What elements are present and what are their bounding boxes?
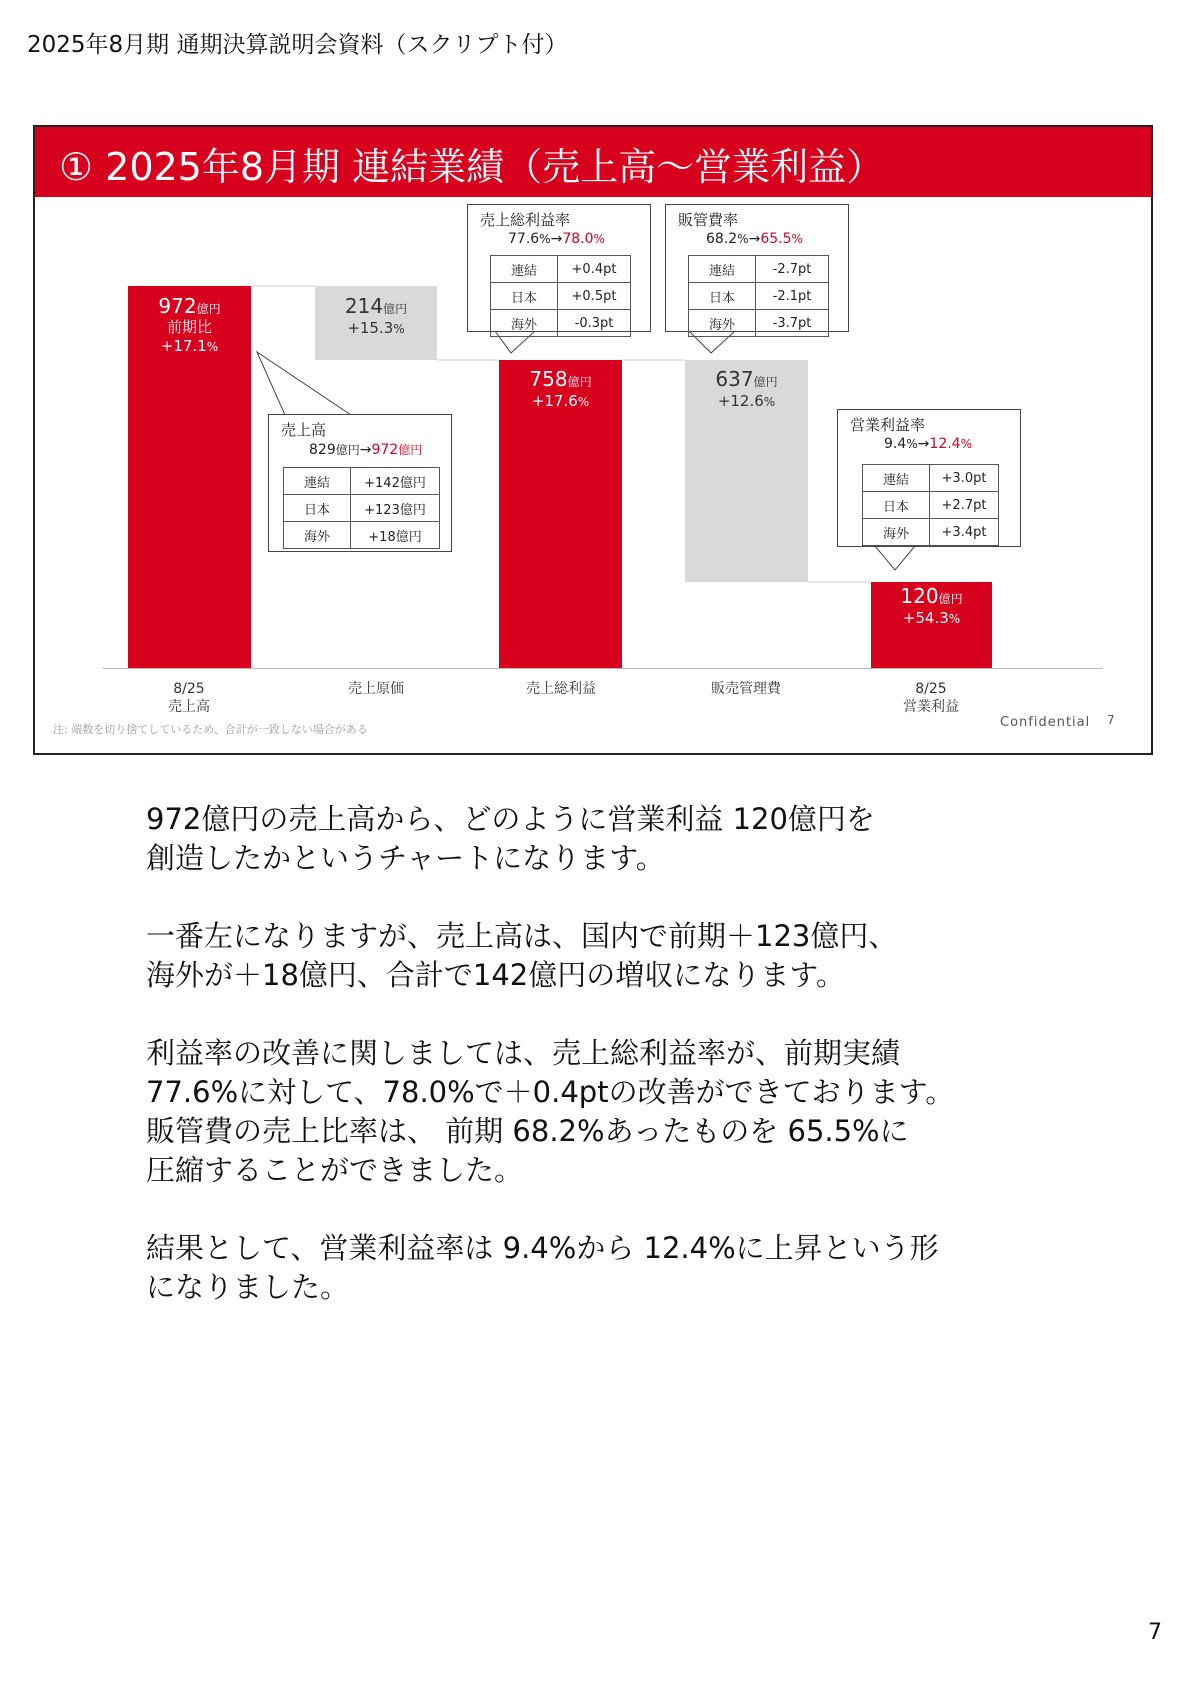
table-row [491, 256, 631, 283]
op-sub-unit: % [948, 612, 961, 626]
sales-sub2: +17.1 [160, 337, 207, 355]
sales-sub1: 前期比 [166, 318, 212, 336]
callout-sales-change [309, 441, 422, 458]
category-gross: 売上総利益 [526, 681, 596, 697]
table-row [863, 465, 999, 492]
slide-number: 7 [1107, 713, 1115, 727]
sga-sub-unit: % [763, 395, 776, 409]
gross-value: 758 [529, 367, 568, 391]
table-cell: -2.1pt [756, 283, 829, 310]
slide-footnote: 注: 端数を切り捨てしているため、合計が一致しない場合がある [53, 723, 368, 736]
callout-sga-change [706, 231, 803, 247]
category-cogs: 売上原価 [348, 681, 404, 697]
callout-sga-from: 68.2 [706, 231, 738, 247]
callout-sales-to-unit: 億円 [398, 443, 423, 457]
callout-sga-to: 65.5 [760, 231, 792, 247]
table-row [689, 283, 829, 310]
callout-gross-arrow: → [550, 231, 563, 247]
callout-op-arrow: → [917, 436, 930, 452]
table-cell: 海外 [491, 310, 558, 337]
callout-sga-title: 販管費率 [678, 211, 739, 229]
script-paragraph: 972億円の売上高から、どのように営業利益 120億円を 創造したかというチャートになります。 [146, 802, 875, 875]
callout-sales-title: 売上高 [281, 421, 327, 439]
slide [33, 125, 1153, 755]
table-cell: -2.7pt [756, 256, 829, 283]
table-cell: +142億円 [351, 468, 440, 495]
table-row [491, 283, 631, 310]
table-cell: 連結 [491, 256, 558, 283]
category-sga: 販売管理費 [711, 681, 781, 697]
table-row [491, 310, 631, 337]
callout-op-change [884, 436, 972, 452]
table-cell: 連結 [689, 256, 756, 283]
callout-gross-from-unit: % [539, 232, 551, 246]
callout-sga-to-unit: % [791, 232, 803, 246]
callout-sga-from-unit: % [737, 232, 749, 246]
op-value: 120 [900, 584, 939, 608]
page-number: 7 [1148, 1620, 1162, 1645]
callout-gross-change [508, 231, 605, 247]
table-row [284, 495, 440, 522]
table-cell: 海外 [284, 522, 351, 549]
callout-op-to: 12.4 [929, 436, 961, 452]
cogs-sub-unit: % [393, 322, 405, 336]
table-cell: +3.0pt [930, 465, 999, 492]
script-text [146, 800, 1076, 1346]
gross-sub: +17.6 [531, 392, 578, 410]
callout-sales-arrow: → [359, 442, 372, 458]
category-sales-line1: 8/25 [173, 681, 205, 697]
table-cell: 日本 [689, 283, 756, 310]
callout-sales-from-unit: 億円 [335, 443, 360, 457]
sales-value: 972 [158, 294, 197, 318]
callout-gross-from: 77.6 [508, 231, 540, 247]
cogs-value: 214 [344, 294, 384, 318]
callout-op-to-unit: % [960, 437, 972, 451]
category-op-line1: 8/25 [915, 681, 947, 697]
callout-gross-title: 売上総利益率 [480, 211, 571, 229]
callout-gross-to-unit: % [593, 232, 605, 246]
callout-sga [665, 204, 849, 332]
sales-sub2-unit: % [206, 340, 219, 354]
callout-sales-table [283, 467, 440, 549]
table-cell: 海外 [863, 519, 930, 546]
table-cell: +0.4pt [558, 256, 631, 283]
callout-gross-table [490, 255, 631, 337]
table-cell: +2.7pt [930, 492, 999, 519]
callout-sales-from: 829 [309, 442, 336, 458]
callout-sga-table [688, 255, 829, 337]
table-cell: 日本 [284, 495, 351, 522]
table-row [689, 310, 829, 337]
script-paragraph: 一番左になりますが、売上高は、国内で前期＋123億円、 海外が＋18億円、合計で142億円の増収になります。 [146, 919, 898, 992]
op-sub: +54.3 [902, 609, 949, 627]
table-cell: -0.3pt [558, 310, 631, 337]
sales-unit: 億円 [196, 302, 221, 316]
sga-unit: 億円 [753, 375, 778, 389]
table-row [863, 519, 999, 546]
table-row [284, 468, 440, 495]
table-cell: +3.4pt [930, 519, 999, 546]
table-cell: +18億円 [351, 522, 440, 549]
cogs-sub: +15.3 [347, 319, 394, 337]
callout-op-table [862, 464, 999, 546]
table-cell: 日本 [491, 283, 558, 310]
category-sales-line2: 売上高 [168, 699, 210, 716]
script-paragraph: 結果として、営業利益率は 9.4%から 12.4%に上昇という形 になりました。 [146, 1231, 939, 1304]
op-unit: 億円 [938, 592, 963, 606]
callout-op [837, 409, 1021, 547]
table-row [689, 256, 829, 283]
table-cell: -3.7pt [756, 310, 829, 337]
slide-title: ① 2025年8月期 連結業績（売上高〜営業利益） [59, 145, 885, 189]
script-paragraph: 利益率の改善に関しましては、売上総利益率が、前期実績 77.6%に対して、78.0%で＋0.4ptの改善ができております。 販管費の売上比率は、 前期 68.2%あったものを 65.5%に 圧縮することができました。 [146, 1036, 955, 1187]
callout-gross-to: 78.0 [562, 231, 594, 247]
callout-gross [467, 204, 651, 332]
gross-unit: 億円 [567, 375, 592, 389]
callout-sales-to: 972 [371, 442, 399, 458]
callout-sga-arrow: → [748, 231, 761, 247]
callout-op-title: 営業利益率 [850, 416, 926, 434]
table-cell: +0.5pt [558, 283, 631, 310]
table-cell: +123億円 [351, 495, 440, 522]
pointer-sales [257, 352, 351, 415]
table-cell: 連結 [284, 468, 351, 495]
gross-sub-unit: % [577, 395, 590, 409]
sga-value: 637 [715, 367, 754, 391]
confidential-label: Confidential [1000, 715, 1091, 730]
category-op-line2: 営業利益 [903, 699, 959, 716]
callout-op-from-unit: % [906, 437, 918, 451]
callout-sales [268, 414, 452, 552]
table-cell: 海外 [689, 310, 756, 337]
table-row [863, 492, 999, 519]
cogs-unit: 億円 [383, 302, 408, 316]
table-cell: 日本 [863, 492, 930, 519]
callout-op-from: 9.4 [884, 436, 907, 452]
table-cell: 連結 [863, 465, 930, 492]
pointer-op [875, 546, 915, 570]
table-row [284, 522, 440, 549]
document-header: 2025年8月期 通期決算説明会資料（スクリプト付） [27, 32, 568, 58]
sga-sub: +12.6 [717, 392, 764, 410]
